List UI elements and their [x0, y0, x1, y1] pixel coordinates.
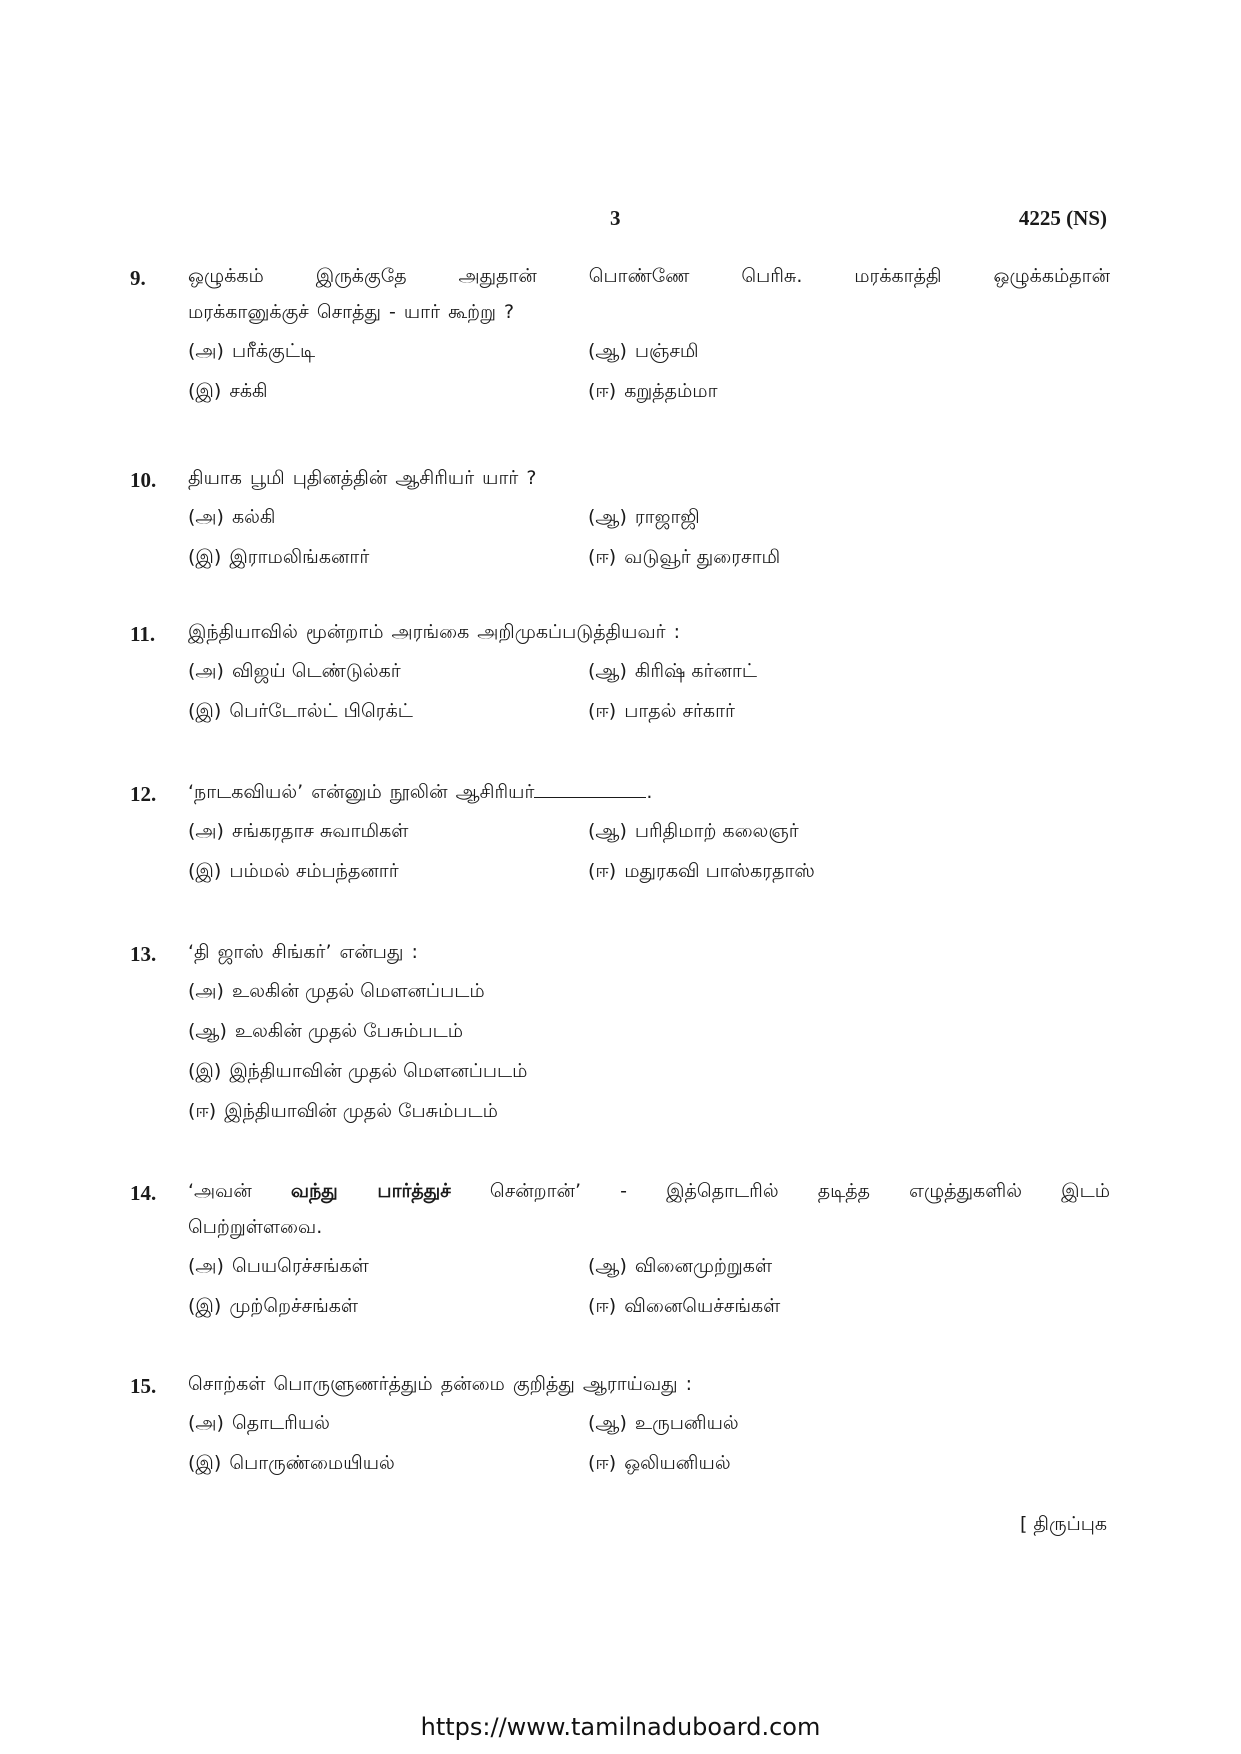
option-i: (இ) பெர்டோல்ட் பிரெக்ட்	[188, 699, 413, 722]
question-10	[130, 468, 1110, 578]
question-number: 14.	[130, 1181, 157, 1205]
question-text-line: தியாக பூமி புதினத்தின் ஆசிரியர் யார் ?	[188, 467, 537, 489]
question-text-line: இந்தியாவில் மூன்றாம் அரங்கை அறிமுகப்படுத்தியவர் :	[188, 621, 681, 643]
option-ii: (ஈ) இந்தியாவின் முதல் பேசும்படம்	[188, 1099, 498, 1122]
question-13	[130, 942, 1110, 1132]
question-text	[188, 934, 1110, 970]
question-text-line: ‘தி ஜாஸ் சிங்கர்’ என்பது :	[188, 941, 418, 963]
question-text	[188, 774, 1110, 810]
answer-blank	[534, 779, 646, 798]
option-a: (அ) தொடரியல்	[188, 1411, 330, 1434]
option-ii: (ஈ) வடுவூர் துரைசாமி	[588, 545, 781, 568]
option-i: (இ) பம்மல் சம்பந்தனார்	[188, 859, 399, 882]
question-9	[130, 266, 1110, 412]
question-text	[188, 1366, 1110, 1402]
question-text	[188, 460, 1110, 496]
question-text-part: .	[646, 781, 653, 803]
question-number: 15.	[130, 1374, 157, 1398]
option-ii: (ஈ) ஒலியனியல்	[588, 1451, 731, 1474]
question-text-line: ஒழுக்கம் இருக்குதே அதுதான் பொண்ணே பெரிசு. மரக்காத்தி ஒழுக்கம்தான்	[188, 265, 1110, 287]
question-text-line: ‘அவன் வந்து பார்த்துச் சென்றான்’ - இத்தொடரில் தடித்த எழுத்துகளில் இடம்	[188, 1180, 1110, 1202]
question-number: 13.	[130, 942, 157, 966]
option-i: (இ) சக்கி	[188, 379, 268, 402]
question-number: 12.	[130, 782, 157, 806]
option-aa: (ஆ) உலகின் முதல் பேசும்படம்	[188, 1019, 464, 1042]
options	[188, 1404, 1110, 1484]
question-number: 11.	[130, 622, 156, 646]
question-12	[130, 782, 1110, 892]
option-i: (இ) முற்றெச்சங்கள்	[188, 1294, 359, 1317]
option-aa: (ஆ) பரிதிமாற் கலைஞர்	[588, 819, 799, 842]
question-11	[130, 622, 1110, 732]
page-turn-note: [ திருப்புக	[1019, 1513, 1107, 1535]
page-header	[0, 206, 1241, 238]
question-14	[130, 1181, 1110, 1327]
option-i: (இ) பொருண்மையியல்	[188, 1451, 395, 1474]
options	[188, 498, 1110, 578]
option-a: (அ) சங்கரதாச சுவாமிகள்	[188, 819, 409, 842]
option-a: (அ) பெயரெச்சங்கள்	[188, 1254, 369, 1277]
footer-url[interactable]: https://www.tamilnaduboard.com	[420, 1713, 821, 1741]
paper-code: 4225 (NS)	[1018, 206, 1107, 230]
question-number: 9.	[130, 266, 146, 290]
option-aa: (ஆ) உருபனியல்	[588, 1411, 739, 1434]
question-15	[130, 1374, 1110, 1484]
question-text-part: ‘நாடகவியல்’ என்னும் நூலின் ஆசிரியர்	[188, 781, 535, 803]
option-a: (அ) உலகின் முதல் மௌனப்படம்	[188, 979, 485, 1002]
question-text	[188, 1173, 1110, 1245]
bold-phrase: வந்து பார்த்துச்	[290, 1180, 451, 1202]
option-aa: (ஆ) ராஜாஜி	[588, 505, 700, 528]
question-text-line: சொற்கள் பொருளுணர்த்தும் தன்மை குறித்து ஆராய்வது :	[188, 1373, 693, 1395]
question-text-line: பெற்றுள்ளவை.	[188, 1216, 323, 1238]
option-aa: (ஆ) கிரிஷ் கர்னாட்	[588, 659, 757, 682]
option-ii: (ஈ) மதுரகவி பாஸ்கரதாஸ்	[588, 859, 815, 882]
question-text	[188, 258, 1110, 330]
option-i: (இ) இந்தியாவின் முதல் மௌனப்படம்	[188, 1059, 528, 1082]
question-text	[188, 614, 1110, 650]
option-aa: (ஆ) வினைமுற்றுகள்	[588, 1254, 773, 1277]
question-number: 10.	[130, 468, 157, 492]
option-i: (இ) இராமலிங்கனார்	[188, 545, 370, 568]
options	[188, 972, 1110, 1132]
option-a: (அ) பரீக்குட்டி	[188, 339, 316, 362]
option-a: (அ) விஜய் டெண்டுல்கர்	[188, 659, 401, 682]
option-ii: (ஈ) வினையெச்சங்கள்	[588, 1294, 781, 1317]
options	[188, 652, 1110, 732]
option-ii: (ஈ) கறுத்தம்மா	[588, 379, 718, 402]
options	[188, 1247, 1110, 1327]
question-text-line: மரக்கானுக்குச் சொத்து - யார் கூற்று ?	[188, 301, 515, 323]
options	[188, 812, 1110, 892]
option-aa: (ஆ) பஞ்சமி	[588, 339, 699, 362]
page-number: 3	[610, 206, 621, 230]
option-a: (அ) கல்கி	[188, 505, 276, 528]
option-ii: (ஈ) பாதல் சர்கார்	[588, 699, 735, 722]
options	[188, 332, 1110, 412]
